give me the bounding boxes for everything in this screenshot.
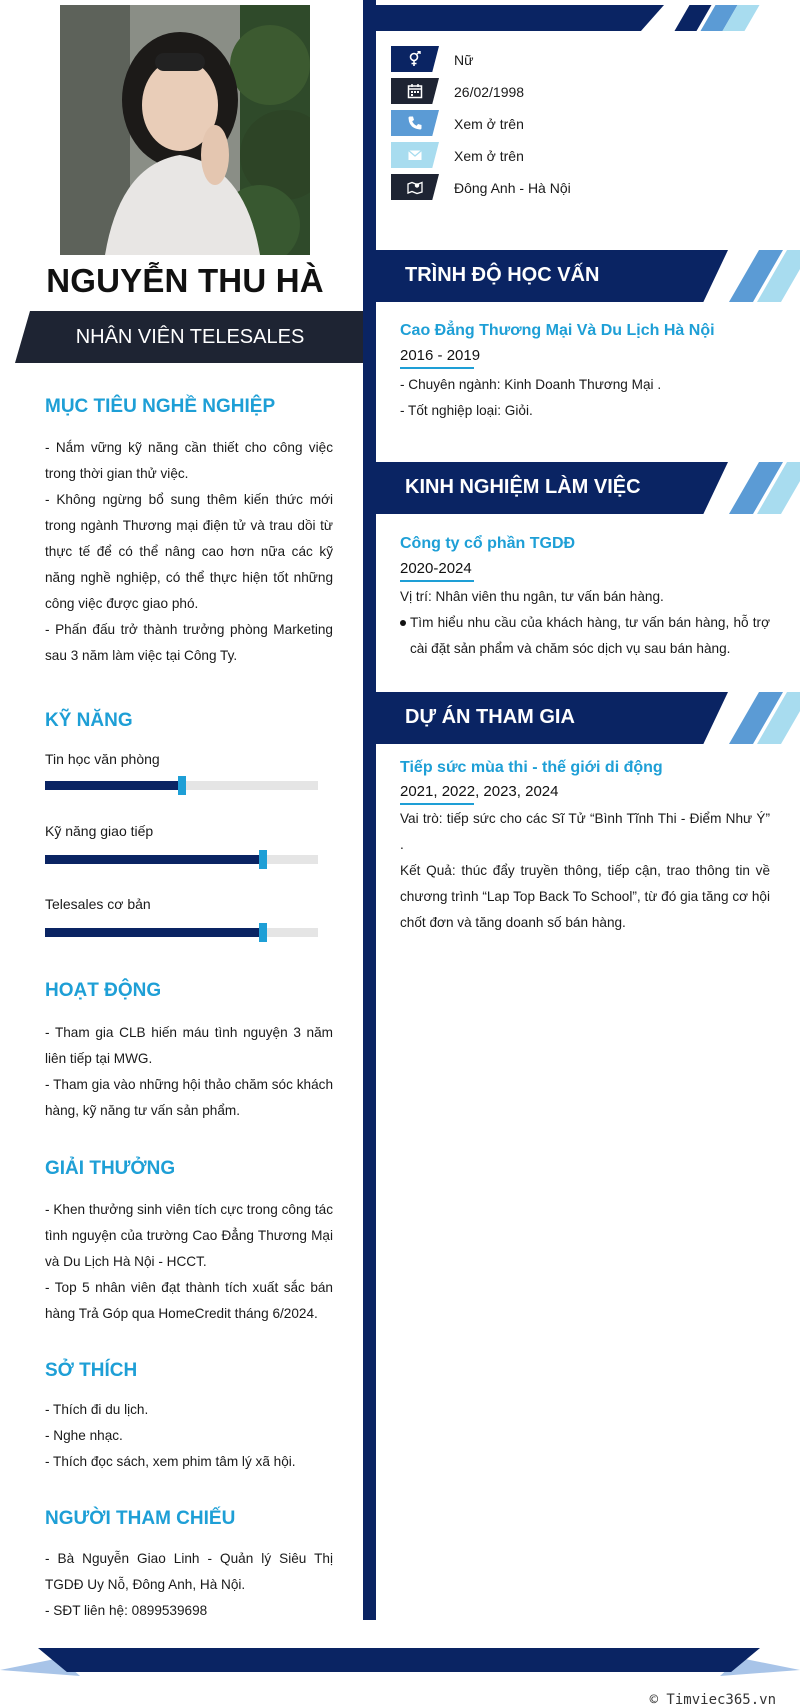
project-role: Vai trò: tiếp sức cho các Sĩ Tử “Bình Tĩnh Thi - Điểm Như Ý” . bbox=[400, 811, 770, 852]
activity-line: - Tham gia vào những hội thảo chăm sóc khách hàng, kỹ năng tư vấn sản phẩm. bbox=[45, 1077, 333, 1118]
portrait-image bbox=[60, 5, 310, 255]
projects-band bbox=[376, 692, 800, 744]
education-band bbox=[376, 250, 800, 302]
skill-bar bbox=[45, 855, 318, 864]
skills-title: KỸ NĂNG bbox=[45, 710, 133, 731]
skill-bar-fill bbox=[45, 855, 263, 864]
experience-company: Công ty cổ phần TGDĐ bbox=[400, 535, 576, 552]
email-icon bbox=[391, 142, 439, 168]
skill-bar bbox=[45, 781, 318, 790]
contact-list bbox=[391, 46, 781, 206]
contact-address: Đông Anh - Hà Nội bbox=[454, 180, 571, 196]
top-banner bbox=[376, 5, 664, 31]
education-detail: - Chuyên ngành: Kinh Doanh Thương Mại . bbox=[400, 377, 662, 392]
project-period: 2021, 2022, 2023, 2024 bbox=[400, 783, 559, 800]
contact-birthday: 26/02/1998 bbox=[454, 84, 525, 100]
hobbies-title: SỞ THÍCH bbox=[45, 1360, 138, 1381]
experience-bullet-text: Tìm hiểu nhu cầu của khách hàng, tư vấn bán hàng, hỗ trợ cài đặt sản phẩm và chăm sóc dịch vụ sau bán hàng. bbox=[410, 615, 770, 656]
footer-copyright: © Timviec365.vn bbox=[649, 1692, 776, 1708]
project-result: Kết Quả: thúc đẩy truyền thông, tiếp cận, trao thông tin về chương trình “Lap Top Back To School”, từ đó gia tăng cơ hội chốt đơn và tăng doanh số bán hàng. bbox=[400, 863, 770, 930]
activities-body bbox=[45, 1020, 333, 1124]
contact-phone: Xem ở trên bbox=[454, 116, 524, 132]
candidate-name: NGUYỄN THU HÀ bbox=[46, 262, 324, 299]
education-title: TRÌNH ĐỘ HỌC VẤN bbox=[405, 264, 600, 286]
activity-line: - Tham gia CLB hiến máu tình nguyện 3 năm liên tiếp tại MWG. bbox=[45, 1025, 333, 1066]
hobby-line: - Thích đọc sách, xem phim tâm lý xã hội. bbox=[45, 1454, 296, 1469]
column-divider bbox=[363, 0, 376, 1620]
skill-label: Tin học văn phòng bbox=[45, 751, 160, 767]
education-period: 2016 - 2019 bbox=[400, 347, 481, 364]
project-name: Tiếp sức mùa thi - thế giới di động bbox=[400, 759, 663, 776]
contact-row bbox=[391, 46, 781, 78]
bullet-dot bbox=[400, 620, 406, 626]
experience-bullet bbox=[400, 610, 770, 662]
education-school: Cao Đẳng Thương Mại Và Du Lịch Hà Nội bbox=[400, 322, 715, 339]
experience-band bbox=[376, 462, 800, 514]
awards-body bbox=[45, 1197, 333, 1327]
skill-bar-fill bbox=[45, 928, 263, 937]
education-detail: - Tốt nghiệp loại: Giỏi. bbox=[400, 403, 533, 418]
contact-row bbox=[391, 110, 781, 142]
objective-line-3: - Phấn đấu trở thành trưởng phòng Marketing sau 3 năm làm việc tại Công Ty. bbox=[45, 622, 333, 663]
profile-photo bbox=[60, 5, 310, 255]
skill-bar-handle bbox=[259, 850, 267, 869]
contact-email: Xem ở trên bbox=[454, 148, 524, 164]
location-icon bbox=[391, 174, 439, 200]
objective-line-2: - Không ngừng bổ sung thêm kiến thức mới trong ngành Thương mại điện tử và trau dồi từ thực tế để có thể nâng cao hơn nữa các kỹ năng nghề nghiệp, có thể thực hiện tốt những công việc được giao phó. bbox=[45, 492, 333, 611]
calendar-icon bbox=[391, 78, 439, 104]
period-underline bbox=[400, 367, 474, 369]
gender-icon bbox=[391, 46, 439, 72]
skill-bar-handle bbox=[259, 923, 267, 942]
job-title: NHÂN VIÊN TELESALES bbox=[75, 326, 305, 348]
activities-title: HOẠT ĐỘNG bbox=[45, 980, 162, 1001]
contact-gender: Nữ bbox=[454, 52, 474, 68]
hobbies-body bbox=[45, 1397, 333, 1475]
experience-title: KINH NGHIỆM LÀM VIỆC bbox=[405, 476, 641, 498]
contact-row bbox=[391, 142, 781, 174]
references-title: NGƯỜI THAM CHIẾU bbox=[45, 1508, 236, 1529]
objective-line-1: - Nắm vững kỹ năng cần thiết cho công việc trong thời gian thử việc. bbox=[45, 440, 333, 481]
objective-body bbox=[45, 435, 333, 669]
awards-title: GIẢI THƯỞNG bbox=[45, 1158, 176, 1179]
footer-bar bbox=[38, 1648, 760, 1672]
skill-label: Kỹ năng giao tiếp bbox=[45, 823, 154, 839]
period-underline bbox=[400, 580, 474, 582]
contact-row bbox=[391, 174, 781, 206]
reference-line: - Bà Nguyễn Giao Linh - Quản lý Siêu Thị TGDĐ Uy Nỗ, Đông Anh, Hà Nội. bbox=[45, 1551, 333, 1592]
hobby-line: - Nghe nhạc. bbox=[45, 1428, 123, 1443]
objective-title: MỤC TIÊU NGHỀ NGHIỆP bbox=[45, 396, 276, 417]
phone-icon bbox=[391, 110, 439, 136]
award-line: - Khen thưởng sinh viên tích cực trong công tác tình nguyện của trường Cao Đẳng Thương Mại và Du Lịch Hà Nội - HCCT. bbox=[45, 1202, 333, 1269]
references-body bbox=[45, 1546, 333, 1624]
projects-title: DỰ ÁN THAM GIA bbox=[405, 706, 575, 728]
education-details bbox=[400, 372, 772, 424]
experience-role: Vị trí: Nhân viên thu ngân, tư vấn bán hàng. bbox=[400, 589, 664, 604]
skill-bar-fill bbox=[45, 781, 182, 790]
experience-period: 2020-2024 bbox=[400, 560, 472, 577]
skill-label: Telesales cơ bản bbox=[45, 896, 151, 912]
contact-row bbox=[391, 78, 781, 110]
reference-line: - SĐT liên hệ: 0899539698 bbox=[45, 1603, 208, 1618]
skill-bar-handle bbox=[178, 776, 186, 795]
hobby-line: - Thích đi du lịch. bbox=[45, 1402, 149, 1417]
skill-bar bbox=[45, 928, 318, 937]
period-underline bbox=[400, 803, 474, 805]
award-line: - Top 5 nhân viên đạt thành tích xuất sắc bán hàng Trả Góp qua HomeCredit tháng 6/2024. bbox=[45, 1280, 333, 1321]
project-details bbox=[400, 806, 770, 936]
top-banner-stripes bbox=[682, 5, 792, 31]
